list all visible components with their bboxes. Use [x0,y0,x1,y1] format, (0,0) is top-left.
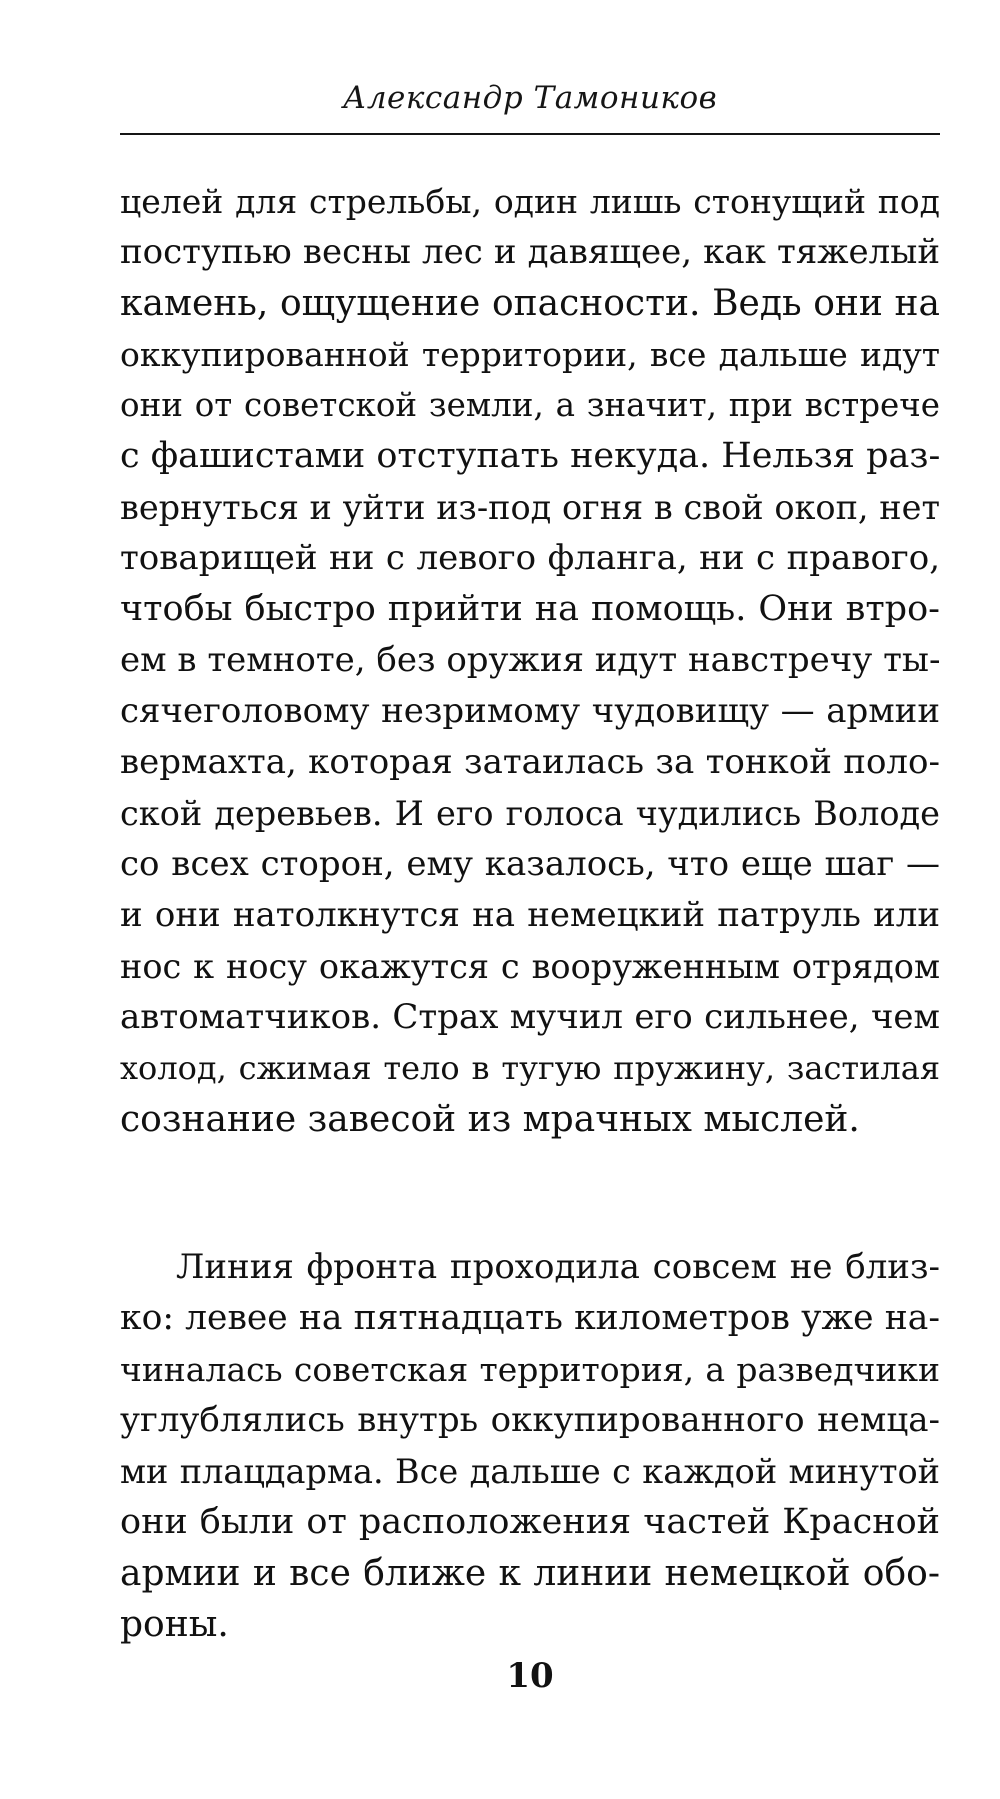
text-line: холод, сжимая тело в тугую пружину, застилая [120,1049,940,1087]
text-line: со всех сторон, ему казалось, что еще шаг — [120,844,940,884]
page-number: 10 [506,1656,554,1696]
text-line: ми плацдарма. Все дальше с каждой минутой [120,1452,940,1491]
header-rule [120,133,940,135]
text-line: сознание завесой из мрачных мыслей. [120,1099,860,1140]
text-line: чиналась советская территория, а разведчики [120,1350,940,1389]
text-line: камень, ощущение опасности. Ведь они на [120,283,940,324]
text-line: они были от расположения частей Красной [120,1502,940,1542]
text-line: они от советской земли, а значит, при встрече [120,386,940,424]
text-line: и они натолкнутся на немецкий патруль или [120,895,940,935]
running-header-author: Александр Тамоников [342,80,718,116]
text-line: чтобы быстро прийти на помощь. Они втро- [120,589,940,629]
paragraph-2 [120,1242,940,1650]
text-line: вернуться и уйти из-под огня в свой окоп, нет [120,488,940,527]
text-line: с фашистами отступать некуда. Нельзя раз- [120,436,940,476]
text-line: углублялись внутрь оккупированного немца- [120,1400,940,1440]
text-line: ской деревьев. И его голоса чудились Володе [120,794,940,833]
text-line: автоматчиков. Страх мучил его сильнее, чем [120,997,940,1037]
body-text [120,176,940,1650]
text-line: целей для стрельбы, один лишь стонущий под [120,182,940,221]
text-line: нос к носу окажутся с вооруженным отрядом [120,947,940,986]
text-line: Линия фронта проходила совсем не близ- [176,1247,940,1287]
text-line: ем в темноте, без оружия идут навстречу ты- [120,640,940,680]
paragraph-gap [120,1145,940,1242]
text-line: ко: левее на пятнадцать километров уже на- [120,1298,940,1338]
text-line: вермахта, которая затаилась за тонкой поло- [120,742,940,782]
paragraph-1 [120,176,940,1145]
text-line: оккупированной территории, все дальше идут [120,335,940,374]
text-line: поступью весны лес и давящее, как тяжелый [120,232,940,272]
text-line: сячеголовому незримому чудовищу — армии [120,691,940,731]
text-line: армии и все ближе к линии немецкой обо- [120,1553,940,1594]
text-line: товарищей ни с левого фланга, ни с правого, [120,538,940,578]
text-line: роны. [120,1604,229,1645]
